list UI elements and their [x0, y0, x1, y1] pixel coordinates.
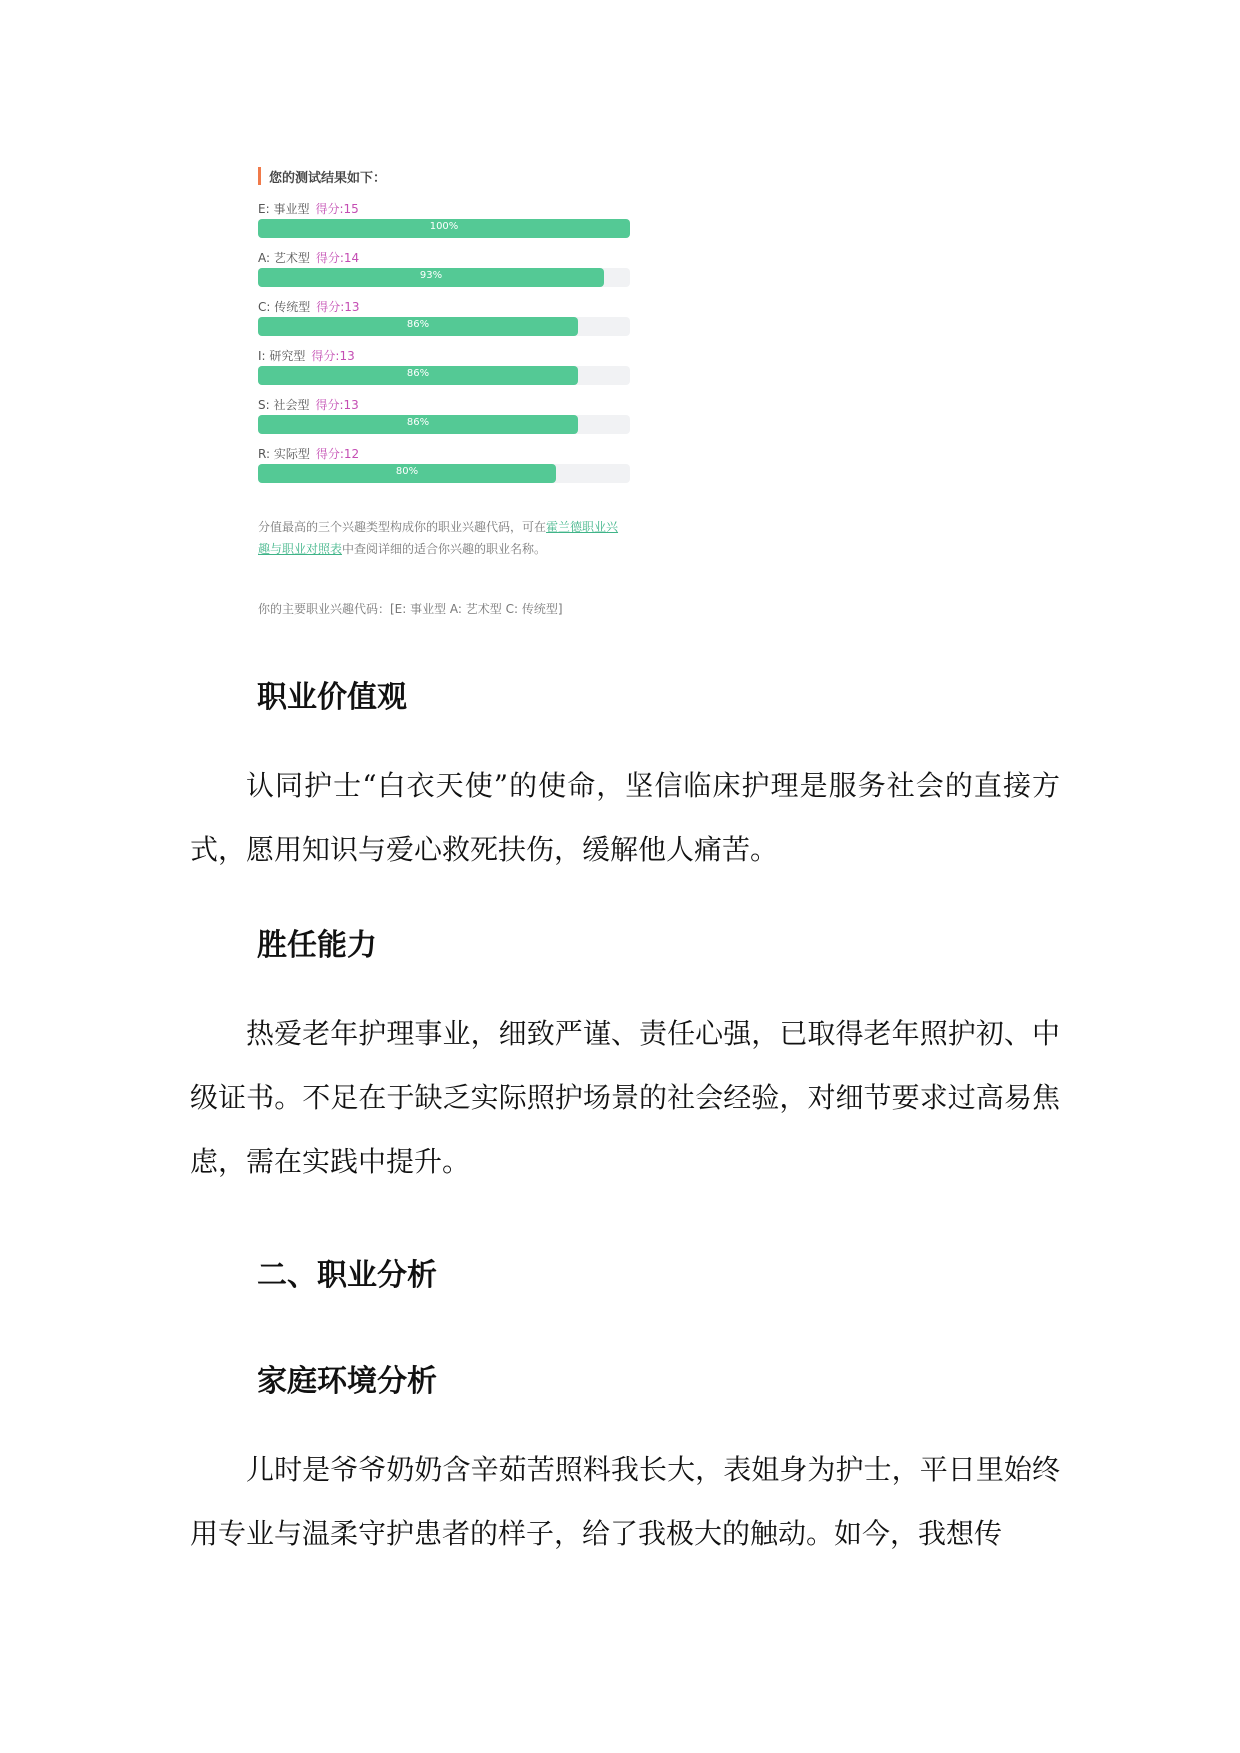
interest-type: R: 实际型 [258, 447, 310, 461]
test-result-title-text: 您的测试结果如下： [269, 170, 387, 186]
interest-score: 得分:14 [315, 251, 360, 265]
family-paragraph: 儿时是爷爷奶奶含辛茹苦照料我长大，表姐身为护士，平日里始终用专业与温柔守护患者的样子，给了我极大的触动。如今，我想传 [190, 1453, 1060, 1550]
interest-type: A: 艺术型 [258, 251, 310, 265]
career-analysis-heading: 二、职业分析 [257, 1258, 437, 1293]
interest-bar-fill [258, 317, 578, 336]
interest-bar-fill [258, 366, 578, 385]
interest-bar-percent: 100% [429, 221, 459, 232]
interest-bar-track [258, 366, 630, 385]
holland-table-link[interactable]: 霍兰德职业兴趣与职业对照表 [258, 520, 619, 556]
interest-bar-label [258, 396, 359, 413]
values-paragraph: 认同护士“白衣天使”的使命，坚信临床护理是服务社会的直接方式，愿用知识与爱心救死扶伤，缓解他人痛苦。 [190, 769, 1060, 866]
interest-bar-percent: 86% [406, 417, 430, 428]
note-text-before: 分值最高的三个兴趣类型构成你的职业兴趣代码，可在 [258, 520, 547, 534]
interest-bar-row [258, 249, 630, 297]
test-result-title [258, 166, 386, 186]
interest-bar-percent: 86% [406, 368, 430, 379]
test-result-note [258, 516, 628, 560]
interest-bar-track [258, 415, 630, 434]
interest-bar-percent: 93% [419, 270, 443, 281]
interest-bar-percent: 80% [395, 466, 419, 477]
interest-bar-fill [258, 219, 630, 238]
interest-score: 得分:12 [315, 447, 360, 461]
interest-bar-row [258, 200, 630, 248]
interest-bar-track [258, 317, 630, 336]
interest-bar-label [258, 200, 359, 217]
ability-paragraph: 热爱老年护理事业，细致严谨、责任心强，已取得老年照护初、中级证书。不足在于缺乏实际照护场景的社会经验，对细节要求过高易焦虑，需在实践中提升。 [190, 1017, 1060, 1178]
family-heading: 家庭环境分析 [257, 1364, 437, 1399]
interest-bar-label [258, 347, 355, 364]
interest-bar-track [258, 219, 630, 238]
interest-score: 得分:13 [316, 300, 360, 314]
interest-bar-fill [258, 415, 578, 434]
interest-bar-percent: 86% [406, 319, 430, 330]
interest-code-line: 你的主要职业兴趣代码：[E: 事业型 A: 艺术型 C: 传统型] [258, 602, 563, 616]
test-result-card [258, 160, 630, 622]
interest-bar-row [258, 445, 630, 493]
interest-bar-track [258, 464, 630, 483]
interest-bar-track [258, 268, 630, 287]
interest-score: 得分:13 [311, 349, 355, 363]
interest-bar-fill [258, 464, 556, 483]
interest-bar-fill [258, 268, 604, 287]
interest-bar-label [258, 445, 359, 462]
interest-bar-label [258, 298, 360, 315]
interest-score: 得分:13 [315, 398, 359, 412]
interest-bar-row [258, 298, 630, 346]
interest-bar-row [258, 396, 630, 444]
ability-heading: 胜任能力 [257, 928, 377, 963]
interest-type: I: 研究型 [258, 349, 306, 363]
interest-type: E: 事业型 [258, 202, 310, 216]
interest-type: S: 社会型 [258, 398, 310, 412]
note-text-after: 中查阅详细的适合你兴趣的职业名称。 [342, 542, 547, 556]
values-heading: 职业价值观 [257, 680, 407, 715]
title-accent-bar [258, 167, 261, 185]
interest-bar-label [258, 249, 359, 266]
interest-type: C: 传统型 [258, 300, 311, 314]
interest-score: 得分:15 [315, 202, 359, 216]
interest-bar-row [258, 347, 630, 395]
